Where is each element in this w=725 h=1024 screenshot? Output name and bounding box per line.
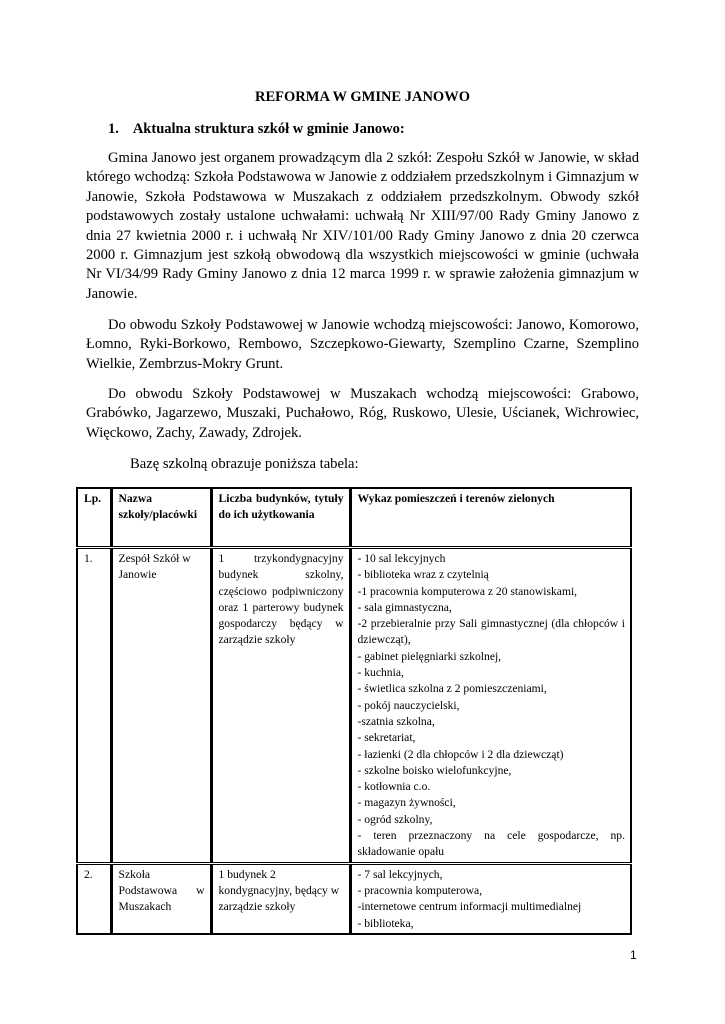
table-header-row: [77, 488, 631, 548]
header-buildings: Liczba budynków, tytuły do ich użytkowania: [211, 488, 350, 548]
cell-rooms: [350, 548, 631, 864]
page-title: REFORMA W GMINE JANOWO: [255, 89, 470, 105]
paragraph-janowo-district: Do obwodu Szkoły Podstawowej w Janowie wchodzą miejscowości: Janowo, Komorowo, Łomno, Ryki-Borkowo, Rembowo, Szczepkowo-Giewarty, Szemplino Czarne, Szemplino Wielkie, Zembrzus-Mokry Grunt.: [86, 317, 639, 372]
list-item: -1 pracownia komputerowa z 20 stanowiskami,: [357, 584, 578, 598]
list-item: - sala gimnastyczna,: [357, 600, 452, 614]
paragraph-muszaki-district: Do obwodu Szkoły Podstawowej w Muszakach wchodzą miejscowości: Grabowo, Grabówko, Jagarzewo, Muszaki, Puchałowo, Róg, Ruskowo, Ulesie, Uścianek, Wichrowiec, Więckowo, Zachy, Zawady, Zdrojek.: [86, 386, 639, 441]
schools-table: [76, 487, 632, 935]
list-item: - szkolne boisko wielofunkcyjne,: [357, 763, 512, 777]
section-number: 1.: [108, 121, 119, 137]
section-heading-text: Aktualna struktura szkół w gminie Janowo:: [132, 121, 405, 137]
cell-lp: 2.: [77, 863, 111, 934]
list-item: - magazyn żywności,: [357, 796, 456, 810]
list-item: -szatnia szkolna,: [357, 714, 435, 728]
list-item: - biblioteka wraz z czytelnią: [357, 568, 489, 582]
list-item: - biblioteka,: [357, 916, 414, 930]
list-item: - sekretariat,: [357, 731, 416, 745]
list-item: - kuchnia,: [357, 666, 404, 680]
page-number: 1: [630, 948, 637, 962]
room-list: [358, 867, 626, 932]
list-item: - kotłownia c.o.: [357, 780, 431, 794]
list-item: - pracownia komputerowa,: [357, 883, 483, 897]
room-list: [358, 551, 626, 861]
section-heading: [108, 120, 405, 138]
list-item: - 7 sal lekcyjnych,: [357, 867, 443, 881]
list-item: -internetowe centrum informacji multimedialnej: [357, 900, 582, 914]
cell-name: Szkoła Podstawowa w Muszakach: [111, 863, 211, 934]
header-name: Nazwa szkoły/placówki: [111, 488, 211, 548]
cell-lp: 1.: [77, 548, 111, 864]
paragraph-intro: Gmina Janowo jest organem prowadzącym dla 2 szkół: Zespołu Szkół w Janowie, w skład którego wchodzą: Szkoła Podstawowa w Janowie z oddziałem przedszkolnym i Gimnazjum w Janowie, Szkoła Podstawowa w Muszakach z oddziałem przedszkolnym. Obwody szkół podstawowych zostały ustalone uchwałami: uchwałą Nr XIII/97/00 Rady Gminy Janowo z dnia 27 kwietnia 2000 r. i uchwałą Nr XIV/101/00 Rady Gminy Janowo z dnia 20 czerwca 2000 r. Gimnazjum jest szkołą obwodową dla wszystkich miejscowości w gminie (uchwała Nr VI/34/99 Rady Gminy Janowo z dnia 12 marca 1999 r. w sprawie założenia gimnazjum w Janowie.: [86, 150, 639, 302]
table-row: [77, 863, 631, 934]
list-item: - świetlica szkolna z 2 pomieszczeniami,: [357, 682, 547, 696]
list-item: - pokój nauczycielski,: [357, 698, 460, 712]
list-item: - gabinet pielęgniarki szkolnej,: [357, 649, 502, 663]
table-caption: Bazę szkolną obrazuje poniższa tabela:: [130, 456, 359, 472]
list-item: - teren przeznaczony na cele gospodarcze, np. składowanie opału: [357, 829, 625, 859]
cell-buildings: 1 budynek 2 kondygnacyjny, będący w zarządzie szkoły: [211, 863, 350, 934]
cell-name: Zespół Szkół w Janowie: [111, 548, 211, 864]
cell-rooms: [350, 863, 631, 934]
list-item: - ogród szkolny,: [357, 812, 433, 826]
list-item: -2 przebieralnie przy Sali gimnastycznej (dla chłopców i dziewcząt),: [357, 617, 625, 647]
list-item: - 10 sal lekcyjnych: [357, 552, 446, 565]
header-lp: Lp.: [77, 488, 111, 548]
list-item: - łazienki (2 dla chłopców i 2 dla dziewcząt): [357, 747, 564, 761]
table-row: [77, 548, 631, 864]
cell-buildings: 1 trzykondygnacyjny budynek szkolny, częściowo podpiwniczony oraz 1 parterowy budynek gospodarczy będący w zarządzie szkoły: [211, 548, 350, 864]
header-rooms: Wykaz pomieszczeń i terenów zielonych: [350, 488, 631, 548]
